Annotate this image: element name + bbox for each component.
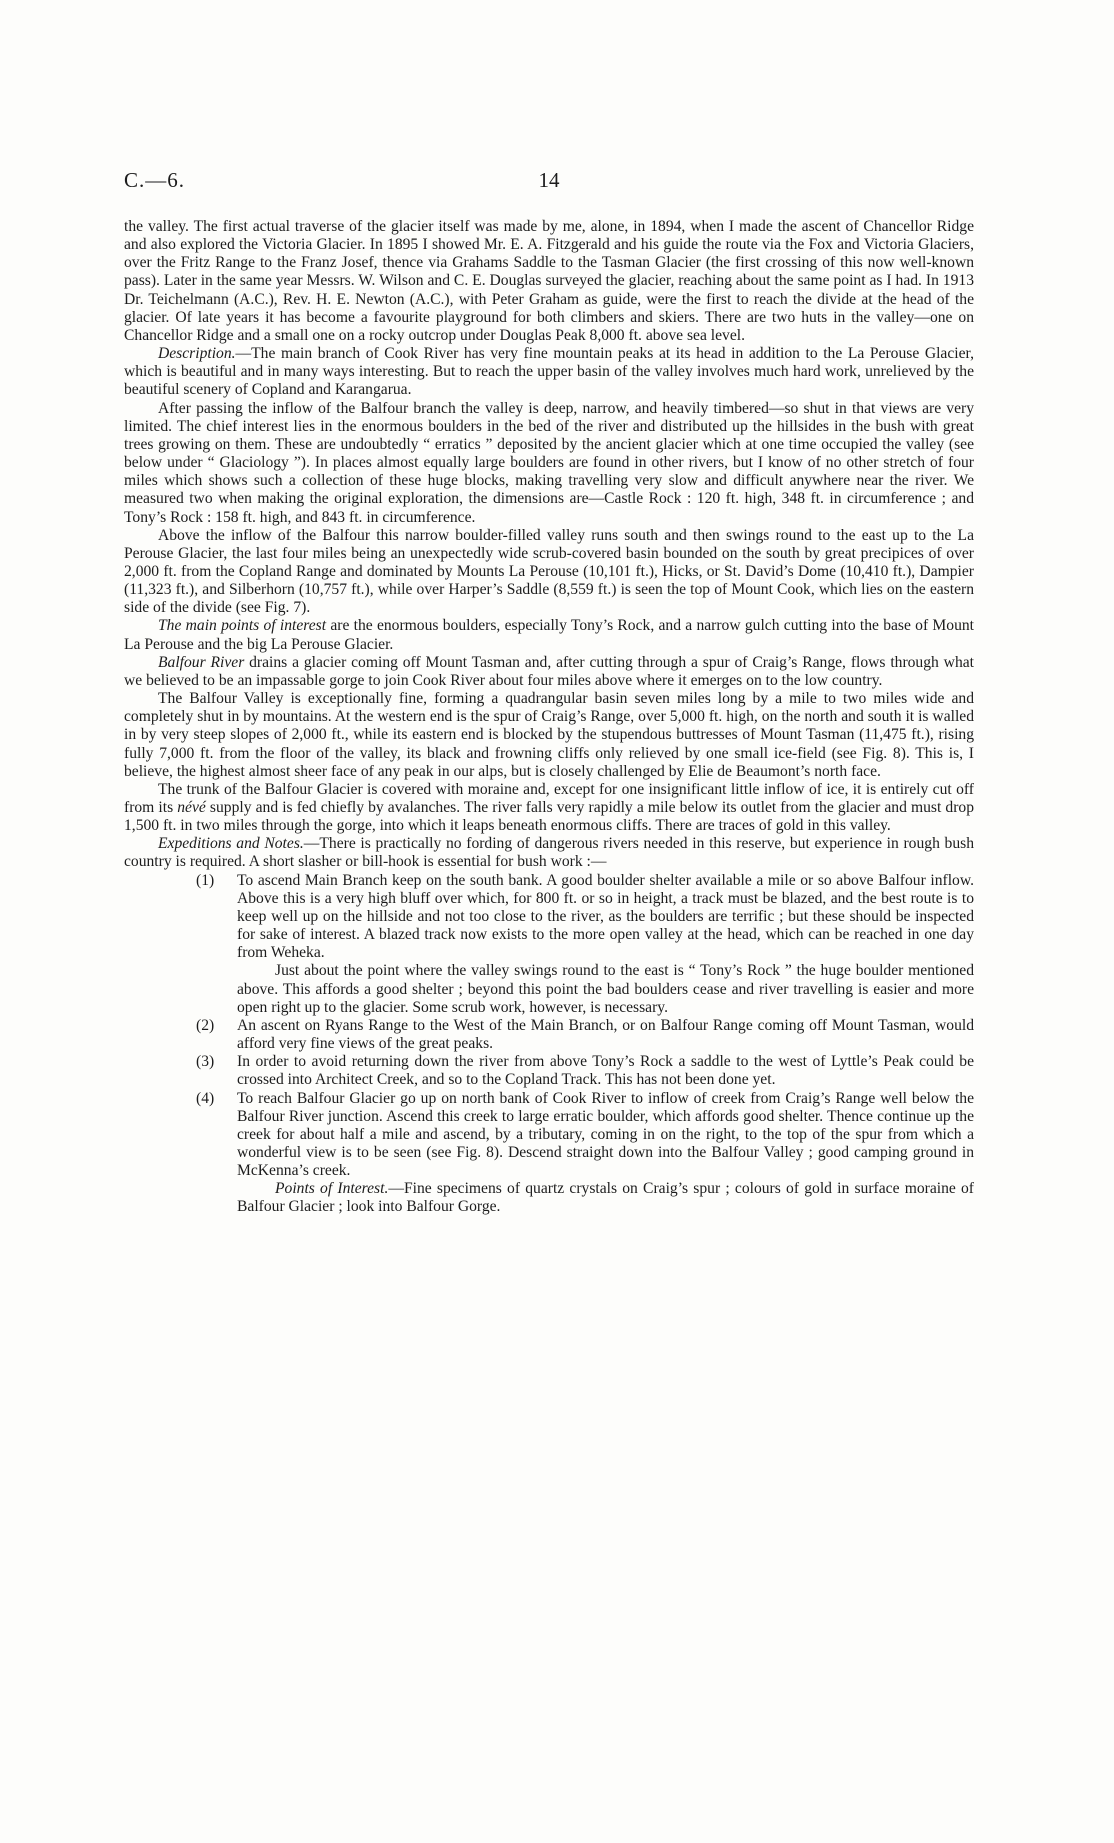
description-heading: Description.: [158, 345, 236, 363]
paragraph-description: [124, 345, 974, 399]
paragraph-expeditions: [124, 835, 974, 871]
paragraph-points-of-interest: [124, 617, 974, 653]
paragraph-balfour-inflow: After passing the inflow of the Balfour branch the valley is deep, narrow, and heavily timbered—so shut in that views are very limited. The chief interest lies in the enormous boulders in the bed of the river and distributed up the hillsides in the bush with great trees growing on them. These are undoubtedly “ erratics ” deposited by the ancient glacier which at one time occupied the valley (see below under “ Glaciology ”). In places almost equally large boulders are found in other rivers, but I know of no other stretch of four miles which shows such a collection of these huge blocks, making travelling very slow and difficult anywhere near the river. We measured two when making the original exploration, the dimensions are—Castle Rock : 120 ft. high, 348 ft. in circumference ; and Tony’s Rock : 158 ft. high, and 843 ft. in circumference.: [124, 399, 974, 526]
paragraph-upper-basin: Above the inflow of the Balfour this narrow boulder-filled valley runs south and then swings round to the east up to the La Perouse Glacier, the last four miles being an unexpectedly wide scrub-covered basin bounded on the south by great precipices of over 2,000 ft. from the Copland Range and dominated by Mounts La Perouse (10,101 ft.), Hicks, or St. David’s Dome (10,410 ft.), Dampier (11,323 ft.), and Silberhorn (10,757 ft.), while over Harper’s Saddle (8,559 ft.) is seen the top of Mount Cook, which lies on the eastern side of the divide (see Fig. 7).: [124, 526, 974, 617]
paragraph-balfour-glacier: [124, 781, 974, 835]
list-item-subtext: Just about the point where the valley swings round to the east is “ Tony’s Rock ” the huge boulder mentioned above. This affords a good shelter ; beyond this point the bad boulders cease and river travelling is easier and more open right up to the glacier. Some scrub work, however, is necessary.: [237, 962, 974, 1016]
points-of-interest-text: are the enormous boulders, especially Tony’s Rock, and a narrow gulch cutting into the base of Mount La Perouse and the big La Perouse Glacier.: [124, 617, 975, 653]
list-item: [196, 1053, 974, 1089]
list-item-text: To reach Balfour Glacier go up on north bank of Cook River to inflow of creek from Craig’s Range well below the Balfour River junction. Ascend this creek to large erratic boulder, which affords good shelter. Thence continue up the creek for about half a mile and ascend, by a tributary, coming in on the right, to the top of the spur from which a wonderful view is to be seen (see Fig. 8). Descend straight down into the Balfour Valley ; good camping ground in McKenna’s creek.: [237, 1089, 974, 1180]
expeditions-text: —There is practically no fording of dangerous rivers needed in this reserve, but experience in rough bush country is required. A short slasher or bill-hook is essential for bush work :—: [124, 835, 974, 871]
list-item-number: (2): [196, 1016, 215, 1034]
body-text: [124, 218, 974, 1217]
paragraph-balfour-river: [124, 654, 974, 690]
description-text: —The main branch of Cook River has very fine mountain peaks at its head in addition to the La Perouse Glacier, which is beautiful and in many ways interesting. But to reach the upper basin of the valley involves much hard work, unrelieved by the beautiful scenery of Copland and Karangarua.: [124, 345, 974, 399]
document-code: C.—6.: [124, 168, 186, 192]
list-item-number: (4): [196, 1089, 215, 1107]
list-item-text: To ascend Main Branch keep on the south bank. A good boulder shelter available a mile or so above Balfour inflow. Above this is a very high bluff over which, for 800 ft. or so in height, a track must be blazed, and the best route is to keep well up on the hillside and not too close to the river, as the boulders are terrific ; but these should be inspected for sake of interest. A blazed track now exists to the more open valley at the head, which can be reached in one day from Weheka.: [237, 871, 974, 962]
glacier-text-b: supply and is fed chiefly by avalanches. The river falls very rapidly a mile below its outlet from the glacier and must drop 1,500 ft. in two miles through the gorge, into which it leaps beneath enormous cliffs. There are traces of gold in this valley.: [124, 799, 974, 835]
glacier-text-a: The trunk of the Balfour Glacier is covered with moraine and, except for one insignificant little inflow of ice, it is entirely cut off from its: [124, 780, 974, 816]
list-item-text: In order to avoid returning down the river from above Tony’s Rock a saddle to the west of Lyttle’s Peak could be crossed into Architect Creek, and so to the Copland Track. This has not been done yet.: [237, 1053, 974, 1089]
list-item: [196, 1016, 974, 1053]
expeditions-list: [196, 871, 974, 1217]
points-heading: Points of Interest.: [275, 1180, 389, 1198]
list-item: [196, 1089, 974, 1217]
paragraph-valley-history: the valley. The first actual traverse of the glacier itself was made by me, alone, in 1894, when I made the ascent of Chancellor Ridge and also explored the Victoria Glacier. In 1895 I showed Mr. E. A. Fitzgerald and his guide the route via the Fox and Victoria Glaciers, over the Fritz Range to the Franz Josef, thence via Grahams Saddle to the Tasman Glacier (the first crossing of this now well-known pass). Later in the same year Messrs. W. Wilson and C. E. Douglas surveyed the glacier, reaching about the same point as I had. In 1913 Dr. Teichelmann (A.C.), Rev. H. E. Newton (A.C.), with Peter Graham as guide, were the first to reach the divide at the head of the glacier. Of late years it has become a favourite playground for both climbers and skiers. There are two huts in the valley—one on Chancellor Ridge and a small one on a rocky outcrop under Douglas Peak 8,000 ft. above sea level.: [124, 218, 974, 344]
list-item-subtext: [237, 1180, 974, 1216]
balfour-river-text: drains a glacier coming off Mount Tasman and, after cutting through a spur of Craig’s Range, flows through what we believed to be an impassable gorge to join Cook River about four miles above where it emerges on to the low country.: [124, 653, 974, 689]
list-item-number: (3): [196, 1053, 215, 1071]
page-header: [124, 168, 974, 198]
expeditions-heading: Expeditions and Notes.: [158, 835, 304, 853]
neve-term: névé: [177, 799, 206, 816]
points-of-interest-heading: The main points of interest: [158, 617, 327, 635]
list-item-text: An ascent on Ryans Range to the West of the Main Branch, or on Balfour Range coming off Mount Tasman, would afford very fine views of the great peaks.: [237, 1016, 974, 1053]
list-item-number: (1): [196, 871, 215, 889]
paragraph-balfour-valley: The Balfour Valley is exceptionally fine, forming a quadrangular basin seven miles long by a mile to two miles wide and completely shut in by mountains. At the western end is the spur of Craig’s Range, over 5,000 ft. high, on the north and south it is walled in by very steep slopes of 2,000 ft., while its eastern end is blocked by the stupendous buttresses of Mount Tasman (11,475 ft.), rising fully 7,000 ft. from the floor of the valley, its black and frowning cliffs only relieved by one small ice-field (see Fig. 8). This is, I believe, the highest almost sheer face of any peak in our alps, but is closely challenged by Elie de Beaumont’s north face.: [124, 690, 974, 780]
balfour-river-heading: Balfour River: [158, 653, 245, 671]
page-number: 14: [538, 168, 560, 192]
points-text: —Fine specimens of quartz crystals on Craig’s spur ; colours of gold in surface moraine of Balfour Glacier ; look into Balfour Gorge.: [237, 1180, 974, 1216]
list-item: [196, 871, 974, 1017]
